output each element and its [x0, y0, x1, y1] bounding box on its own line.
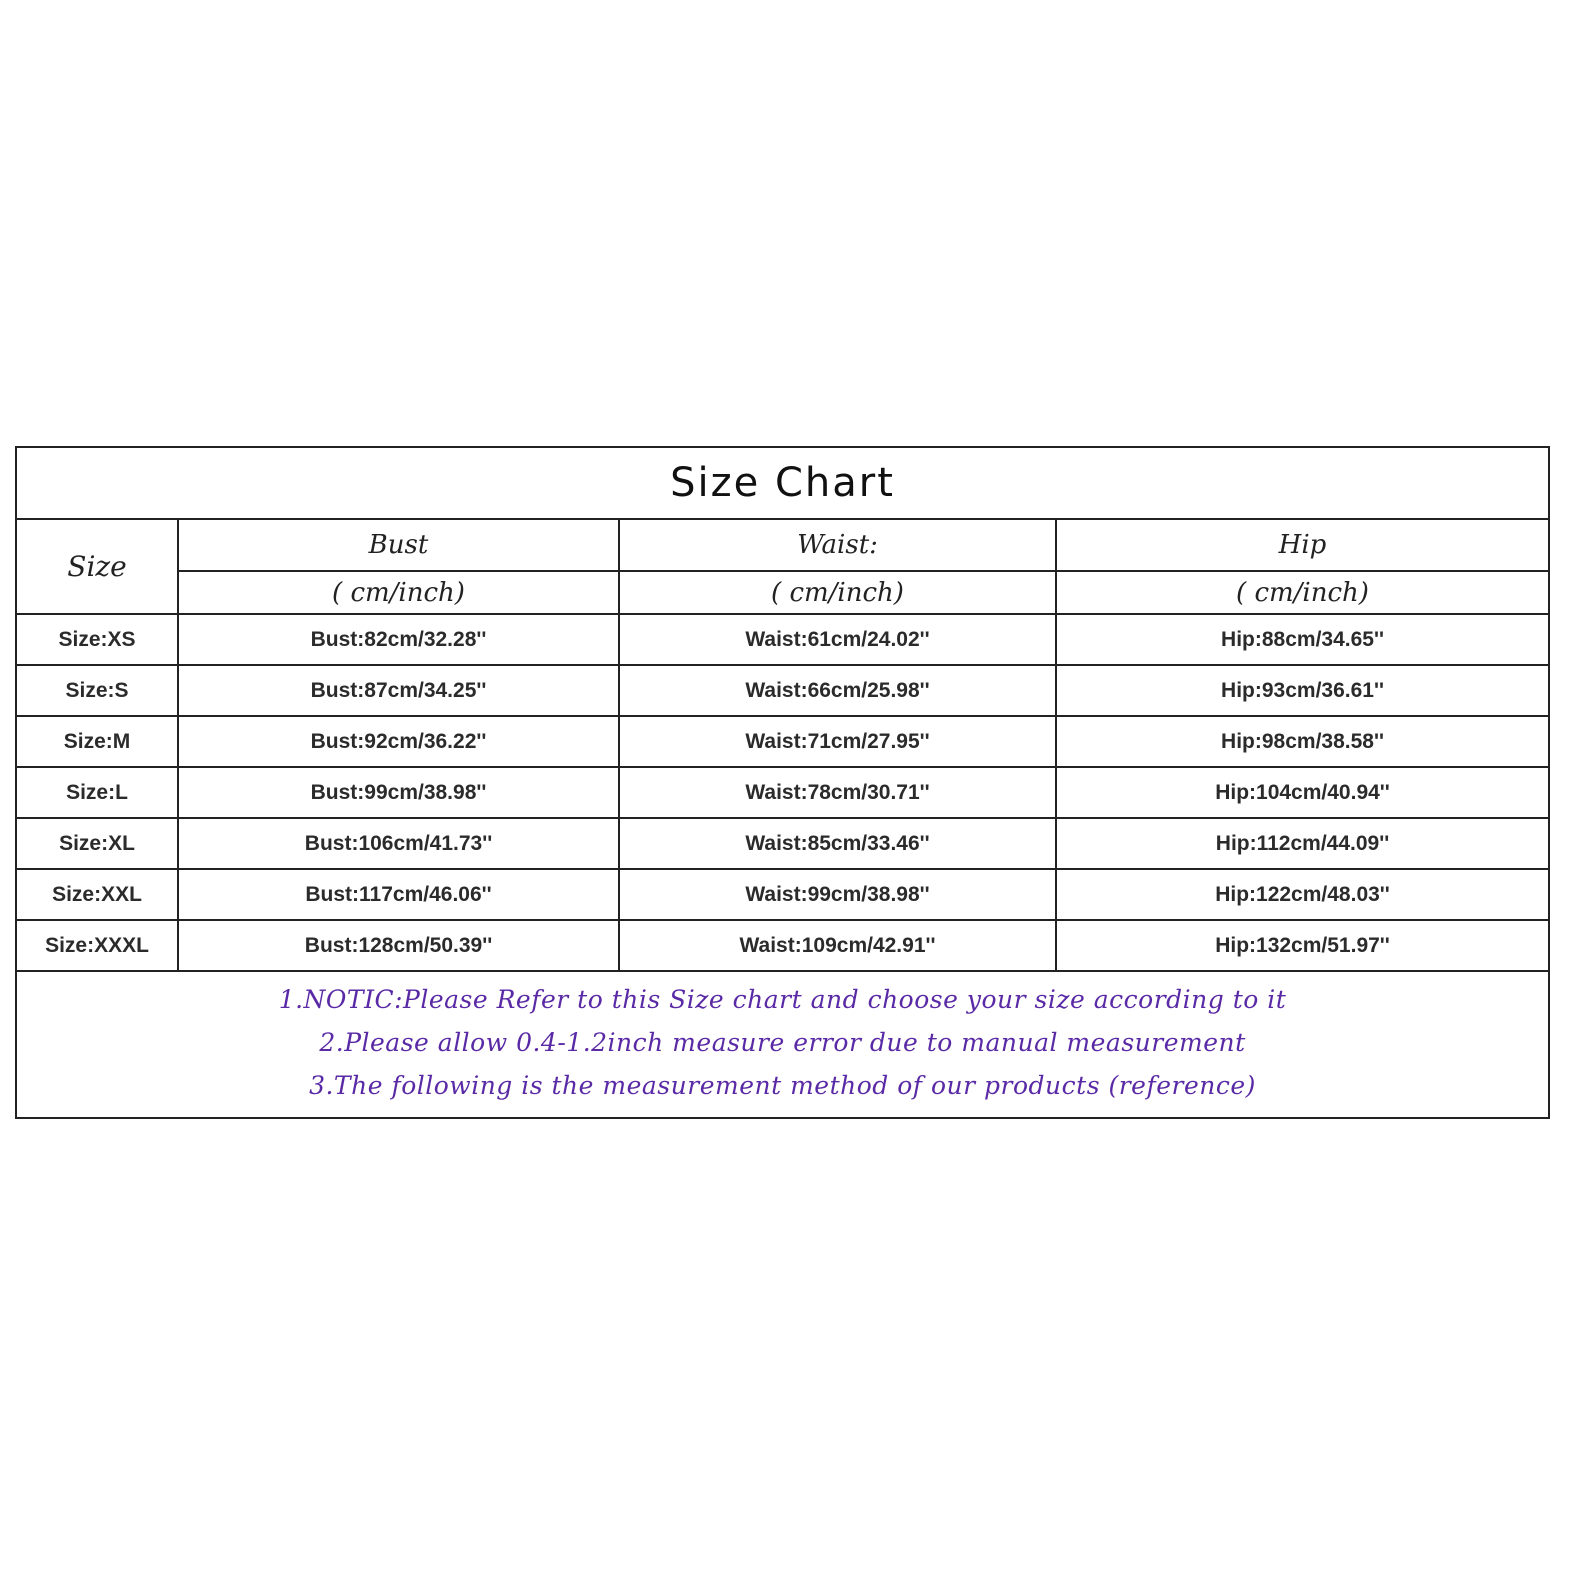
waist-cell: Waist:78cm/30.71'' [619, 767, 1056, 818]
waist-cell: Waist:85cm/33.46'' [619, 818, 1056, 869]
bust-cell: Bust:128cm/50.39'' [178, 920, 619, 971]
table-row [17, 716, 1548, 767]
table-row [17, 767, 1548, 818]
waist-cell: Waist:61cm/24.02'' [619, 614, 1056, 665]
table-row [17, 869, 1548, 920]
table-row [17, 665, 1548, 716]
bust-cell: Bust:106cm/41.73'' [178, 818, 619, 869]
size-cell: Size:XS [17, 614, 178, 665]
notes-section [17, 972, 1548, 1107]
hip-cell: Hip:88cm/34.65'' [1056, 614, 1548, 665]
size-chart [15, 446, 1550, 1119]
hip-cell: Hip:132cm/51.97'' [1056, 920, 1548, 971]
waist-unit-label: ( cm/inch) [619, 571, 1056, 614]
bust-cell: Bust:82cm/32.28'' [178, 614, 619, 665]
waist-cell: Waist:66cm/25.98'' [619, 665, 1056, 716]
note-line: 3.The following is the measurement method of our products (reference) [309, 1071, 1256, 1100]
bust-cell: Bust:87cm/34.25'' [178, 665, 619, 716]
size-cell: Size:XL [17, 818, 178, 869]
hip-cell: Hip:93cm/36.61'' [1056, 665, 1548, 716]
waist-cell: Waist:99cm/38.98'' [619, 869, 1056, 920]
waist-cell: Waist:109cm/42.91'' [619, 920, 1056, 971]
bust-cell: Bust:99cm/38.98'' [178, 767, 619, 818]
bust-column-header: Bust [178, 519, 619, 571]
size-cell: Size:L [17, 767, 178, 818]
waist-column-header: Waist: [619, 519, 1056, 571]
hip-column-header: Hip [1056, 519, 1548, 571]
table-row [17, 818, 1548, 869]
hip-unit-label: ( cm/inch) [1056, 571, 1548, 614]
waist-cell: Waist:71cm/27.95'' [619, 716, 1056, 767]
note-line: 1.NOTIC:Please Refer to this Size chart and choose your size according to it [278, 985, 1287, 1014]
table-row [17, 614, 1548, 665]
size-column-header: Size [17, 519, 178, 614]
bust-cell: Bust:117cm/46.06'' [178, 869, 619, 920]
chart-title: Size Chart [17, 448, 1548, 519]
size-cell: Size:XXL [17, 869, 178, 920]
bust-unit-label: ( cm/inch) [178, 571, 619, 614]
note-line: 2.Please allow 0.4-1.2inch measure error due to manual measurement [319, 1028, 1246, 1057]
hip-cell: Hip:98cm/38.58'' [1056, 716, 1548, 767]
bust-cell: Bust:92cm/36.22'' [178, 716, 619, 767]
hip-cell: Hip:112cm/44.09'' [1056, 818, 1548, 869]
size-cell: Size:S [17, 665, 178, 716]
size-cell: Size:M [17, 716, 178, 767]
table-row [17, 920, 1548, 971]
size-chart-table [17, 448, 1548, 972]
hip-cell: Hip:122cm/48.03'' [1056, 869, 1548, 920]
size-cell: Size:XXXL [17, 920, 178, 971]
hip-cell: Hip:104cm/40.94'' [1056, 767, 1548, 818]
